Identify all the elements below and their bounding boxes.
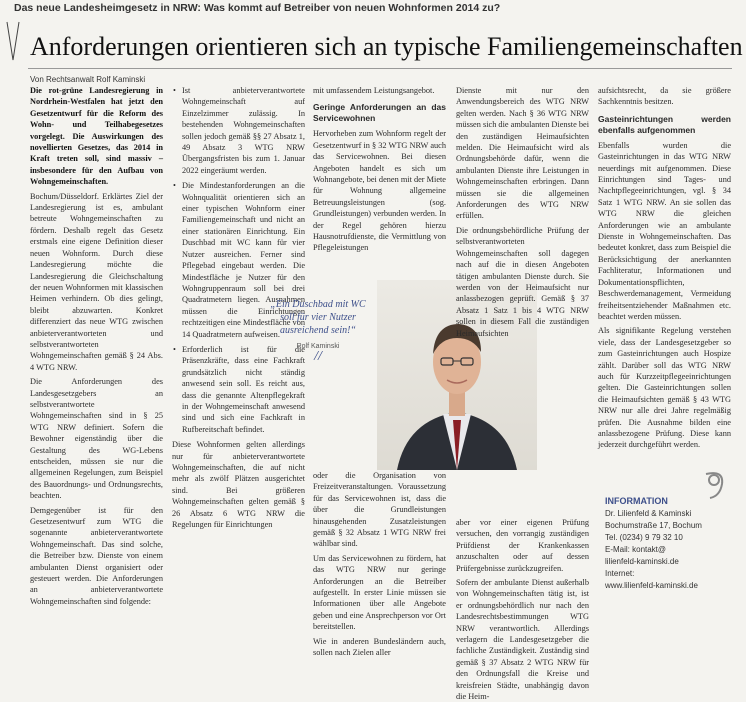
list-item: • Erforderlich ist für die Präsenzkräfte, dass eine Fachkraft grundsätzlich nicht ständig anwesend sein soll. Es reicht aus, dass die genannte Altenpflegekraft in der Wohngemeinschaft anwesend sind und sich eine Fachkraft in Rufbereitschaft befindet.	[182, 344, 305, 435]
lead-paragraph: Die rot-grüne Landesregierung in Nordrhein-Westfalen hat jetzt den Gesetzentwurf für die Reform des Wohn- und Teilhabegesetzes vorgelegt. Die Auswirkungen des novellierten Gesetzes, das 2014 in Kraft treten soll, sind massiv – insbesondere für den Aufbau von Wohngemeinschaften.	[30, 86, 163, 187]
info-line: lilienfeld-kaminski.de	[605, 557, 679, 566]
paragraph: Demgegenüber ist für den Gesetzesentwurf zum WTG die sogenannte anbieterverantwortete Wohngemeinschaft. Das sind solche, die Betreiber bzw. Dienste von einem ambulanten Dienst organisiert oder gesteuert werden. Die Anforderungen an anbieterverantwortete Wohngemeinschaften sind folgende:	[30, 505, 163, 606]
requirements-list	[172, 85, 305, 435]
byline: Von Rechtsanwalt Rolf Kaminski	[30, 75, 146, 84]
list-item: • Die Mindestanforderungen an die Wohnqualität orientieren sich an einer typischen Wohnform einer Familiengemeinschaft und nicht an einer stationären Einrichtung. Ein Duschbad mit WC kann für vier Nutzer ausreichen. Ferner sind Pflegebad eingebaut werden. Die Mindestfläche je Nutzer für den Wohngruppenraum soll bei drei Quadratmetern liegen. Ausnahmen müssen die Einrichtungen rechtzeitigen eine Mindestfläche von 14 Quadratmetern aufweisen.	[182, 180, 305, 340]
paragraph: Die Anforderungen des Landesgesetzgebers an selbstverantwortete Wohngemeinschaften sind in § 25 WTG NRW definiert. Sofern die Bewohner eigenständig über die Gestaltung des WG-Lebens entscheiden, müssen sie nur die allgemeinen Regelungen, zum Beispiel des Bauordnungs- und Ordnungsrechts, beachten.	[30, 377, 163, 501]
info-line: Tel. (0234) 9 79 32 10	[605, 533, 683, 542]
column-3-continued	[313, 470, 446, 658]
info-line: Dr. Lilienfeld & Kaminski	[605, 509, 692, 518]
paragraph: mit umfassendem Leistungsangebot.	[313, 86, 435, 95]
headline-divider	[28, 68, 732, 69]
column-3	[313, 85, 446, 275]
paragraph: aber vor einer eigenen Prüfung versuchen, den vorrangig zuständigen Prüfdienst der Krankenkassen anzuschalten oder auf dessen Prüfergebnisse zurückzugreifen.	[456, 517, 589, 573]
column-5	[598, 85, 731, 505]
subheading: Geringe Anforderungen an das Servicewohnen	[313, 102, 446, 124]
paragraph: Um das Servicewohnen zu fördern, hat das WTG NRW nur geringe Anforderungen an die Betreiber aufgestellt. In erster Linie müssen sie Informationen über alle Angebote geben und eine Ansprechperson vor Ort bereitstellen.	[313, 553, 446, 632]
quote-mark-icon: //	[314, 349, 322, 364]
paragraph: Wie in anderen Bundesländern auch, sollen nach Zielen aller	[313, 636, 446, 658]
paragraph: Bochum/Düsseldorf. Erklärtes Ziel der Landesregierung ist es, ambulant betreute Wohngemeinschaften zu fördern. Deshalb regelt das Gesetz erstmals eine eigene Definition dieser neuen Wohnform. Durch diese Landesregierung möchte die Landesregierung die Gleichschaltung der neuen Wohnformen mit klassischen Heimen verhindern. Ob dies gelingt, bleibt abzuwarten. Konkret differenziert das neue WTG zwischen anbieterverantworteten und selbstverantworteten Wohngemeinschaften gemäß § 24 Abs. 4 WTG NRW.	[30, 191, 163, 372]
info-line: Internet:	[605, 569, 635, 578]
photo-spacer	[456, 342, 589, 517]
column-4	[456, 85, 589, 702]
info-line: E-Mail: kontakt@	[605, 545, 667, 554]
column-1	[30, 85, 163, 640]
paragraph: aufsichtsrecht, da sie größere Sachkenntnis besitzen.	[598, 86, 731, 107]
info-line: Bochumstraße 17, Bochum	[605, 521, 702, 530]
subheading: Gasteinrichtungen werden ebenfalls aufgenommen	[598, 113, 731, 135]
paragraph: oder die Organisation von Freizeitveranstaltungen. Voraussetzung für das Servicewohnen ist, dass die über die Grundleistungen hinausgehenden Zusatzleistungen gemäß § 32 Absatz 1 WTG NRW frei wählbar sind.	[313, 471, 446, 549]
paragraph: Hervorheben zum Wohnform regelt der Gesetzentwurf in § 32 WTG NRW auch das Servicewohnen. Bei diesen Angeboten handelt es sich um Wohnangebote, bei denen mit der Miete für Wohnung allgemeine Betreuungsleistungen (sog. Grundleistungen) verbunden werden. In der Regel gehören hierzu Hausnotrufdienste, die Vermittlung von Pflegeleistungen	[313, 129, 446, 253]
information-title: INFORMATION	[605, 496, 668, 506]
pull-quote	[263, 298, 373, 363]
paragraph: Als signifikante Regelung verstehen viele, dass der Landesgesetzgeber so zum Gasteinrichtungen auch Hospize zählt. Darüber soll das WTG NRW auch für Kurzzeitpflegeeinrichtungen gelten. Die Gasteinrichtungen sollen die Heimaufsichten gemäß § 43 WTG NRW nur alle drei Jahre regelmäßig prüfen. Die Ausnahme bilden eine anlassbezogene Prüfung. Diese kann jederzeit durchgeführt werden.	[598, 326, 731, 450]
quote-text: „Ein Duschbad mit WC soll für vier Nutzer ausreichend sein!“	[270, 299, 366, 336]
article-headline: Anforderungen orientieren sich an typische Familiengemeinschaften	[30, 32, 743, 61]
paragraph: Sofern der ambulante Dienst außerhalb von Wohngemeinschaften tätig ist, ist er ordnungsbehördlich nur nach den Landesrechtsbestimmungen WTG NRW verantwortlich. Allerdings verlagern die Landesgesetzgeber die fachliche Zuständigkeit. Zuständig sind gemäß § 37 Absatz 2 WTG NRW für den Ordnungsfall die Kreise und kreisfreien Städte, unabhängig davon die Heim-	[456, 577, 589, 702]
info-website-link[interactable]: www.lilienfeld-kaminski.de	[605, 581, 698, 590]
paragraph: Diese Wohnformen gelten allerdings nur für anbieterverantwortete Wohngemeinschaften, die auf nicht mehr als zwölf Plätzen ausgerichtet sind. Bei größeren Wohngemeinschaften gelten gemäß § 26 Absatz 6 WTG NRW die Regelungen für Einrichtungen	[172, 440, 305, 530]
quote-source: Rolf Kaminski	[296, 343, 340, 350]
article-kicker: Das neue Landesheimgesetz in NRW: Was kommt auf Betreiber von neuen Wohnformen 2014 zu?	[14, 2, 501, 14]
paragraph: Ebenfalls wurden die Gasteinrichtungen in das WTG NRW neuerdings mit aufgenommen. Diese Einrichtungen sind Tages- und Nachtpflegeeinrichtungen, vgl. § 34 Satz 1 WTG NRW. An sie sollen das WTG NRW die gleichen Anforderungen wie an ambulante Dienste in Wohngemeinschaften. Das bedeutet konkret, dass zum Beispiel die Berücksichtigung der anerkannten Fachliteratur, Informationen und Dokumentationspflichten, Beschwerdemanagement, Vermeidung freiheitsentziehender Maßnahmen etc. beachtet werden müssen.	[598, 140, 731, 321]
list-item: • Ist anbieterverantwortete Wohngemeinschaft auf Einzelzimmer zulässig. In bestehenden Wohngemeinschaften sollen jedoch gemäß §§ 27 Absatz 1, 49 Absatz 3 WTG NRW Übergangsfristen bis zum 1. Januar 2022 eingeräumt werden.	[182, 85, 305, 176]
information-box	[605, 496, 740, 592]
paragraph: Dienste mit nur den Anwendungsbereich des WTG NRW gelten werden. Nach § 36 WTG NRW müssen sich die ambulanten Dienste bei den zuständigen Heimaufsichten melden. Die Heimaufsicht wird als Ordnungsbehörde dafür, wenn die ambulanten Dienste ihre Leistungen in Wohngemeinschaften erbringen. Dann müssen sie die allgemeinen Anforderungen des WTG NRW erfüllen.	[456, 86, 589, 221]
decorative-bracket-icon	[6, 20, 20, 62]
paragraph: Die ordnungsbehördliche Prüfung der selbstverantworteten Wohngemeinschaften soll dagegen nach auf die in diesen Angeboten tätigen ambulanten Dienste durch. Sie werden von der Heimaufsicht nur anlassbezogen geprüft. Gemäß § 37 Absatz 1 Satz 1 bis 4 WTG NRW sollen in diesem Fall die zuständigen Heimaufsichten	[456, 225, 589, 338]
